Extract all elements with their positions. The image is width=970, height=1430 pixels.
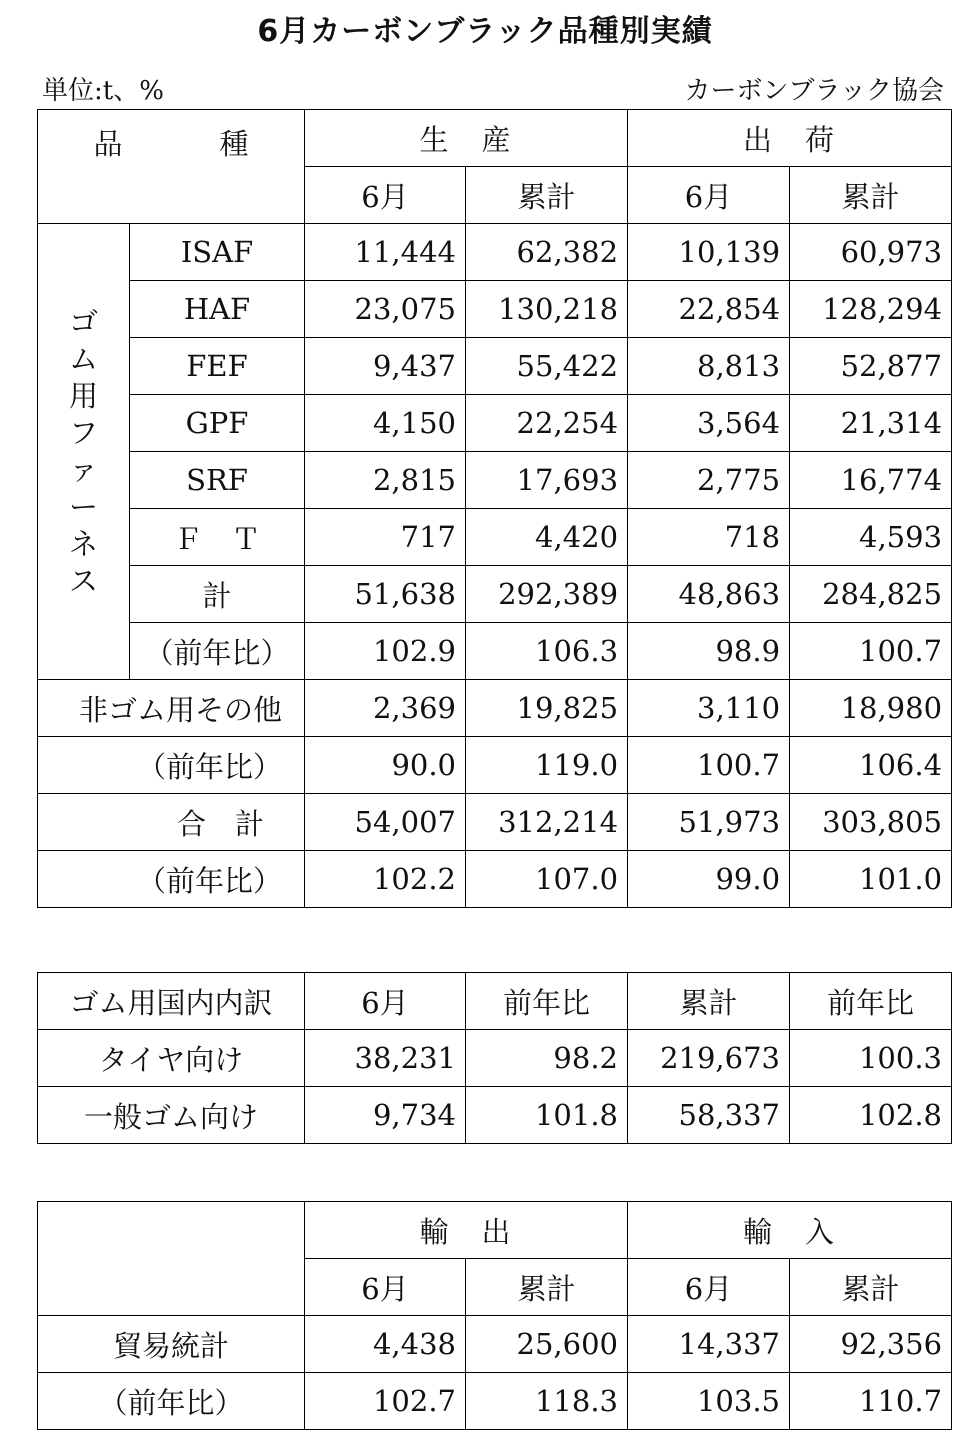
row-label: 計: [130, 566, 305, 623]
row-label: 合 計: [38, 794, 305, 851]
row-label: （前年比）: [130, 623, 305, 680]
table-row: [38, 224, 952, 281]
cell: 292,389: [466, 566, 628, 623]
header-shipment: 出 荷: [628, 110, 952, 167]
cell: 9,437: [305, 338, 466, 395]
cell: 107.0: [466, 851, 628, 908]
cell: 16,774: [790, 452, 952, 509]
cell: 98.9: [628, 623, 790, 680]
subheader-import-cum: 累計: [790, 1259, 952, 1316]
cell: 8,813: [628, 338, 790, 395]
table-row: [38, 680, 952, 737]
cell: 52,877: [790, 338, 952, 395]
cell: 312,214: [466, 794, 628, 851]
cell: 102.8: [790, 1087, 952, 1144]
cell: 3,110: [628, 680, 790, 737]
cell: 4,438: [305, 1316, 466, 1373]
row-label: ISAF: [130, 224, 305, 281]
cell: 101.8: [466, 1087, 628, 1144]
cell: 102.2: [305, 851, 466, 908]
cell: 102.7: [305, 1373, 466, 1430]
table-row: [38, 623, 952, 680]
cell: 99.0: [628, 851, 790, 908]
subheader-import-month: 6月: [628, 1259, 790, 1316]
cell: 48,863: [628, 566, 790, 623]
row-label: GPF: [130, 395, 305, 452]
header-domestic: ゴム用国内内訳: [38, 973, 305, 1030]
production-shipment-table: [37, 109, 952, 908]
table-row: [38, 566, 952, 623]
row-label: Ｆ Ｔ: [130, 509, 305, 566]
cell: 60,973: [790, 224, 952, 281]
cell: 119.0: [466, 737, 628, 794]
cell: 118.3: [466, 1373, 628, 1430]
row-label: （前年比）: [38, 737, 305, 794]
organization-name: カーボンブラック協会: [684, 76, 944, 106]
row-label: HAF: [130, 281, 305, 338]
header-export: 輸 出: [305, 1202, 628, 1259]
subheader-prod-month: 6月: [305, 167, 466, 224]
header-month: 6月: [305, 973, 466, 1030]
cell: 51,973: [628, 794, 790, 851]
cell: 54,007: [305, 794, 466, 851]
row-label: （前年比）: [38, 851, 305, 908]
header-production: 生 産: [305, 110, 628, 167]
table-row: [38, 1087, 952, 1144]
cell: 25,600: [466, 1316, 628, 1373]
cell: 55,422: [466, 338, 628, 395]
cell: 130,218: [466, 281, 628, 338]
subheader-export-cum: 累計: [466, 1259, 628, 1316]
cell: 18,980: [790, 680, 952, 737]
cell: 3,564: [628, 395, 790, 452]
row-label: SRF: [130, 452, 305, 509]
cell: 9,734: [305, 1087, 466, 1144]
table-row: [38, 851, 952, 908]
cell: 2,775: [628, 452, 790, 509]
header-kind: 品 種: [38, 110, 305, 224]
cell: 284,825: [790, 566, 952, 623]
cell: 58,337: [628, 1087, 790, 1144]
cell: 4,593: [790, 509, 952, 566]
table-row: [38, 1030, 952, 1087]
cell: 718: [628, 509, 790, 566]
trade-statistics-table: [37, 1201, 952, 1430]
cell: 100.7: [790, 623, 952, 680]
header-ratio: 前年比: [466, 973, 628, 1030]
table-row: [38, 338, 952, 395]
cell: 303,805: [790, 794, 952, 851]
table-row: [38, 509, 952, 566]
cell: 4,420: [466, 509, 628, 566]
unit-note: 単位:t、%: [42, 76, 164, 106]
page-title: 6月カーボンブラック品種別実績: [257, 14, 713, 49]
cell: 4,150: [305, 395, 466, 452]
cell: 717: [305, 509, 466, 566]
table-row: [38, 395, 952, 452]
cell: 92,356: [790, 1316, 952, 1373]
cell: 51,638: [305, 566, 466, 623]
table-row: [38, 281, 952, 338]
cell: 22,854: [628, 281, 790, 338]
blank-corner-cell: [38, 1202, 305, 1316]
cell: 23,075: [305, 281, 466, 338]
row-label: タイヤ向け: [38, 1030, 305, 1087]
row-label: 一般ゴム向け: [38, 1087, 305, 1144]
cell: 22,254: [466, 395, 628, 452]
cell: 101.0: [790, 851, 952, 908]
cell: 17,693: [466, 452, 628, 509]
cell: 19,825: [466, 680, 628, 737]
subheader-ship-month: 6月: [628, 167, 790, 224]
cell: 128,294: [790, 281, 952, 338]
cell: 21,314: [790, 395, 952, 452]
cell: 110.7: [790, 1373, 952, 1430]
table-row: [38, 1373, 952, 1430]
cell: 100.7: [628, 737, 790, 794]
row-label: 貿易統計: [38, 1316, 305, 1373]
table-row: [38, 1316, 952, 1373]
table-row: [38, 794, 952, 851]
row-label: （前年比）: [38, 1373, 305, 1430]
row-label: FEF: [130, 338, 305, 395]
cell: 90.0: [305, 737, 466, 794]
table-row: [38, 737, 952, 794]
cell: 14,337: [628, 1316, 790, 1373]
row-label: 非ゴム用その他: [38, 680, 305, 737]
cell: 11,444: [305, 224, 466, 281]
subheader-ship-cum: 累計: [790, 167, 952, 224]
cell: 2,369: [305, 680, 466, 737]
table-row: [38, 452, 952, 509]
domestic-breakdown-table: [37, 972, 952, 1144]
cell: 62,382: [466, 224, 628, 281]
header-import: 輸 入: [628, 1202, 952, 1259]
cell: 98.2: [466, 1030, 628, 1087]
cell: 2,815: [305, 452, 466, 509]
subheader-prod-cum: 累計: [466, 167, 628, 224]
cell: 106.3: [466, 623, 628, 680]
subheader-export-month: 6月: [305, 1259, 466, 1316]
cell: 219,673: [628, 1030, 790, 1087]
cell: 106.4: [790, 737, 952, 794]
group-label-rubber-furnace: ゴ ム 用 フ ァ ー ネ ス: [38, 224, 130, 680]
header-cum-ratio: 前年比: [790, 973, 952, 1030]
header-cum: 累計: [628, 973, 790, 1030]
cell: 38,231: [305, 1030, 466, 1087]
cell: 102.9: [305, 623, 466, 680]
cell: 100.3: [790, 1030, 952, 1087]
cell: 10,139: [628, 224, 790, 281]
cell: 103.5: [628, 1373, 790, 1430]
